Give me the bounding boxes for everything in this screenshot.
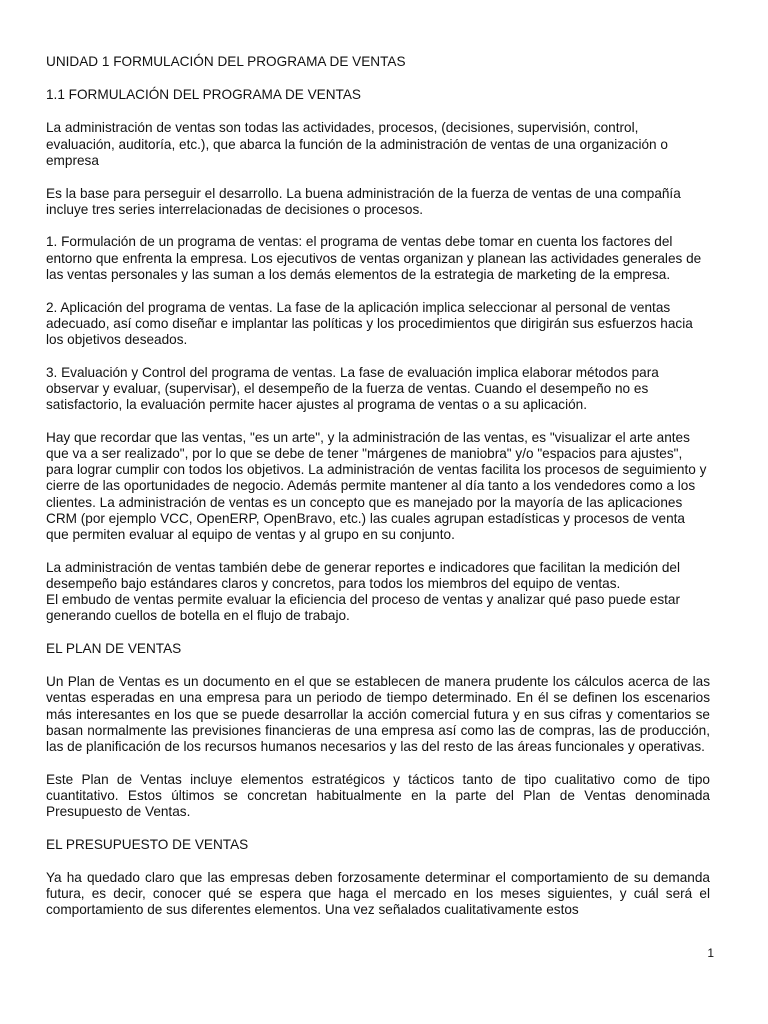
plan-heading: EL PLAN DE VENTAS — [46, 640, 182, 656]
paragraph-art: Hay que recordar que las ventas, "es un arte", y la administración de las ventas, es "visualizar el arte antes que va a ser realizado", por lo que se debe de tener "márgenes de maniobra" y/o "espacios para ajustes", para lograr cumplir con todos los objetivos. La administración de ventas facilita los procesos de seguimiento y cierre de las oportunidades de negocio. Además permite mantener al día tanto a los vendedores como a los clientes. La administración de ventas es un concepto que es manejado por la mayoría de las aplicaciones CRM (por ejemplo VCC, OpenERP, OpenBravo, etc.) las cuales agrupan estadísticas y procesos de venta que permiten evaluar al equipo de ventas y al grupo en su conjunto. — [46, 429, 707, 542]
document-title: UNIDAD 1 FORMULACIÓN DEL PROGRAMA DE VENTAS — [46, 54, 406, 69]
paragraph-base: Es la base para perseguir el desarrollo. La buena administración de la fuerza de ventas de una compañía incluye tres series interrelacionadas de decisiones o procesos. — [46, 185, 681, 217]
paragraph-metrics — [46, 560, 710, 625]
budget-heading: EL PRESUPUESTO DE VENTAS — [46, 836, 249, 852]
metrics-line-funnel: El embudo de ventas permite evaluar la eficiencia del proceso de ventas y analizar qué paso puede estar generando cuellos de botella en el flujo de trabajo. — [46, 592, 681, 624]
metrics-line-reports: La administración de ventas también debe de generar reportes e indicadores que facilitan la medición del desempeño bajo estándares claros y concretos, para todos los miembros del equipo de ventas. — [46, 559, 681, 591]
paragraph-evaluation: 3. Evaluación y Control del programa de ventas. La fase de evaluación implica elaborar métodos para observar y evaluar, (supervisar), el desempeño de la fuerza de ventas. Cuando el desempeño no es satisfactorio, la evaluación permite hacer ajustes al programa de ventas o a su aplicación. — [46, 364, 659, 413]
page-number: 1 — [707, 946, 714, 960]
paragraph-application: 2. Aplicación del programa de ventas. La fase de la aplicación implica seleccionar al personal de ventas adecuado, así como diseñar e implantar las políticas y los procedimientos que dirigirán sus esfuerzos hacia los objetivos deseados. — [46, 299, 693, 347]
paragraph-definition: La administración de ventas son todas las actividades, procesos, (decisiones, supervisión, control, evaluación, auditoría, etc.), que abarca la función de la administración de ventas de una organización o empresa — [46, 120, 668, 168]
paragraph-formulation: 1. Formulación de un programa de ventas: el programa de ventas debe tomar en cuenta los factores del entorno que enfrenta la empresa. Los ejecutivos de ventas organizan y planean las actividades generales de las ventas personales y las suman a los demás elementos de la estrategia de marketing de la empresa. — [46, 234, 702, 282]
paragraph-plan-definition: Un Plan de Ventas es un documento en el que se establecen de manera prudente los cálculos acerca de las ventas esperadas en una empresa para un periodo de tiempo determinado. En él se definen los escenarios más interesantes en los que se puede desarrollar la acción comercial futura y en sus cifras y comentarios se basan normalmente las previsiones financieras de una empresa así como las de compras, las de producción, las de planificación de los recursos humanos necesarios y las del resto de las áreas funcionales y operativas. — [46, 674, 710, 754]
section-title: 1.1 FORMULACIÓN DEL PROGRAMA DE VENTAS — [46, 87, 361, 103]
document-body — [46, 54, 710, 935]
paragraph-plan-elements: Este Plan de Ventas incluye elementos estratégicos y tácticos tanto de tipo cualitativo como de tipo cuantitativo. Estos últimos se concretan habitualmente en la parte del Plan de Ventas denominada Presupuesto de Ventas. — [46, 771, 710, 820]
paragraph-budget: Ya ha quedado claro que las empresas deben forzosamente determinar el comportamiento de su demanda futura, es decir, conocer qué se espera que haga el mercado en los meses siguientes, y cuál será el comportamiento de sus diferentes elementos. Una vez señalados cualitativamente estos — [46, 870, 710, 918]
